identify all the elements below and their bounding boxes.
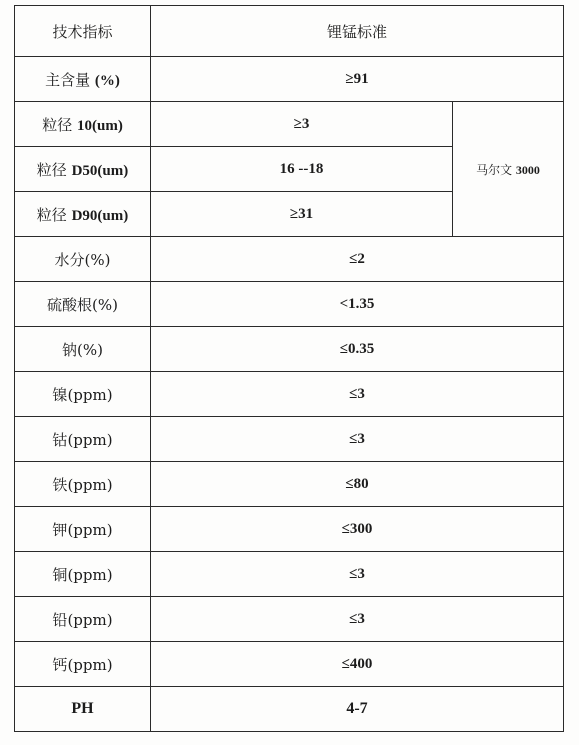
label-unit: (ppm) xyxy=(67,610,113,629)
row-label xyxy=(15,552,151,597)
row-value: ≤0.35 xyxy=(151,327,564,372)
row-label xyxy=(15,192,151,237)
label-code: 10(um) xyxy=(76,117,123,134)
table-row-lead xyxy=(15,597,564,642)
label-code: D50(um) xyxy=(71,162,129,179)
label-text: 钙 xyxy=(52,655,68,674)
row-label xyxy=(15,102,151,147)
header-standard-cell: 锂锰标准 xyxy=(151,6,564,57)
row-value: ≤300 xyxy=(151,507,564,552)
label-text: 粒径 xyxy=(42,115,73,134)
row-label xyxy=(15,642,151,687)
row-value: ≥31 xyxy=(151,192,453,237)
label-unit: (ppm) xyxy=(67,385,113,404)
table-header-row xyxy=(15,6,564,57)
table-row-cobalt xyxy=(15,417,564,462)
label-unit: (ppm) xyxy=(67,520,113,539)
label-unit: (ppm) xyxy=(67,655,113,674)
row-label xyxy=(15,327,151,372)
label-text: 铜 xyxy=(52,565,68,584)
label-text: 镍 xyxy=(52,385,68,404)
label-unit: (%) xyxy=(94,72,120,89)
label-text: 钴 xyxy=(52,430,68,449)
table-row-sulfate xyxy=(15,282,564,327)
row-label xyxy=(15,237,151,282)
table-row-iron xyxy=(15,462,564,507)
row-label xyxy=(15,372,151,417)
row-value: ≤3 xyxy=(151,417,564,462)
row-label xyxy=(15,687,151,732)
header-indicator-cell: 技术指标 xyxy=(15,6,151,57)
instrument-name: 马尔文 xyxy=(476,162,513,177)
table-row-moisture xyxy=(15,237,564,282)
label-text: 铅 xyxy=(52,610,68,629)
row-label xyxy=(15,57,151,102)
label-text: 粒径 xyxy=(36,160,67,179)
row-label xyxy=(15,462,151,507)
row-label xyxy=(15,597,151,642)
row-value: 4-7 xyxy=(151,687,564,732)
row-value: ≤80 xyxy=(151,462,564,507)
label-code: D90(um) xyxy=(71,207,129,224)
label-text: 主含量 xyxy=(45,70,91,89)
row-value: ≤3 xyxy=(151,552,564,597)
table-row-particle-10 xyxy=(15,102,564,147)
label-unit: (%) xyxy=(77,340,103,359)
table-row-calcium xyxy=(15,642,564,687)
row-value: ≥91 xyxy=(151,57,564,102)
row-value: <1.35 xyxy=(151,282,564,327)
row-value: ≤3 xyxy=(151,597,564,642)
row-label xyxy=(15,417,151,462)
table-row-main-content xyxy=(15,57,564,102)
label-unit: (ppm) xyxy=(67,430,113,449)
specification-table xyxy=(14,5,564,732)
particle-instrument-cell xyxy=(453,102,564,237)
row-value: ≥3 xyxy=(151,102,453,147)
instrument-model: 3000 xyxy=(515,162,540,177)
table-row-potassium xyxy=(15,507,564,552)
row-value: 16 --18 xyxy=(151,147,453,192)
label-text: 铁 xyxy=(52,475,68,494)
label-text: 钾 xyxy=(52,520,68,539)
row-value: ≤2 xyxy=(151,237,564,282)
label-text: 钠 xyxy=(62,340,78,359)
label-text: 硫酸根 xyxy=(47,295,93,314)
row-label xyxy=(15,147,151,192)
table-row-copper xyxy=(15,552,564,597)
label-unit: (ppm) xyxy=(67,475,113,494)
row-label xyxy=(15,282,151,327)
row-label xyxy=(15,507,151,552)
row-value: ≤400 xyxy=(151,642,564,687)
label-unit: (%) xyxy=(92,295,118,314)
table-row-nickel xyxy=(15,372,564,417)
row-value: ≤3 xyxy=(151,372,564,417)
table-row-sodium xyxy=(15,327,564,372)
label-unit: (ppm) xyxy=(67,565,113,584)
label-text: 水分 xyxy=(54,250,85,269)
table-row-ph xyxy=(15,687,564,732)
label-text: 粒径 xyxy=(36,205,67,224)
label-unit: (%) xyxy=(84,250,111,269)
label-text: PH xyxy=(71,700,94,717)
